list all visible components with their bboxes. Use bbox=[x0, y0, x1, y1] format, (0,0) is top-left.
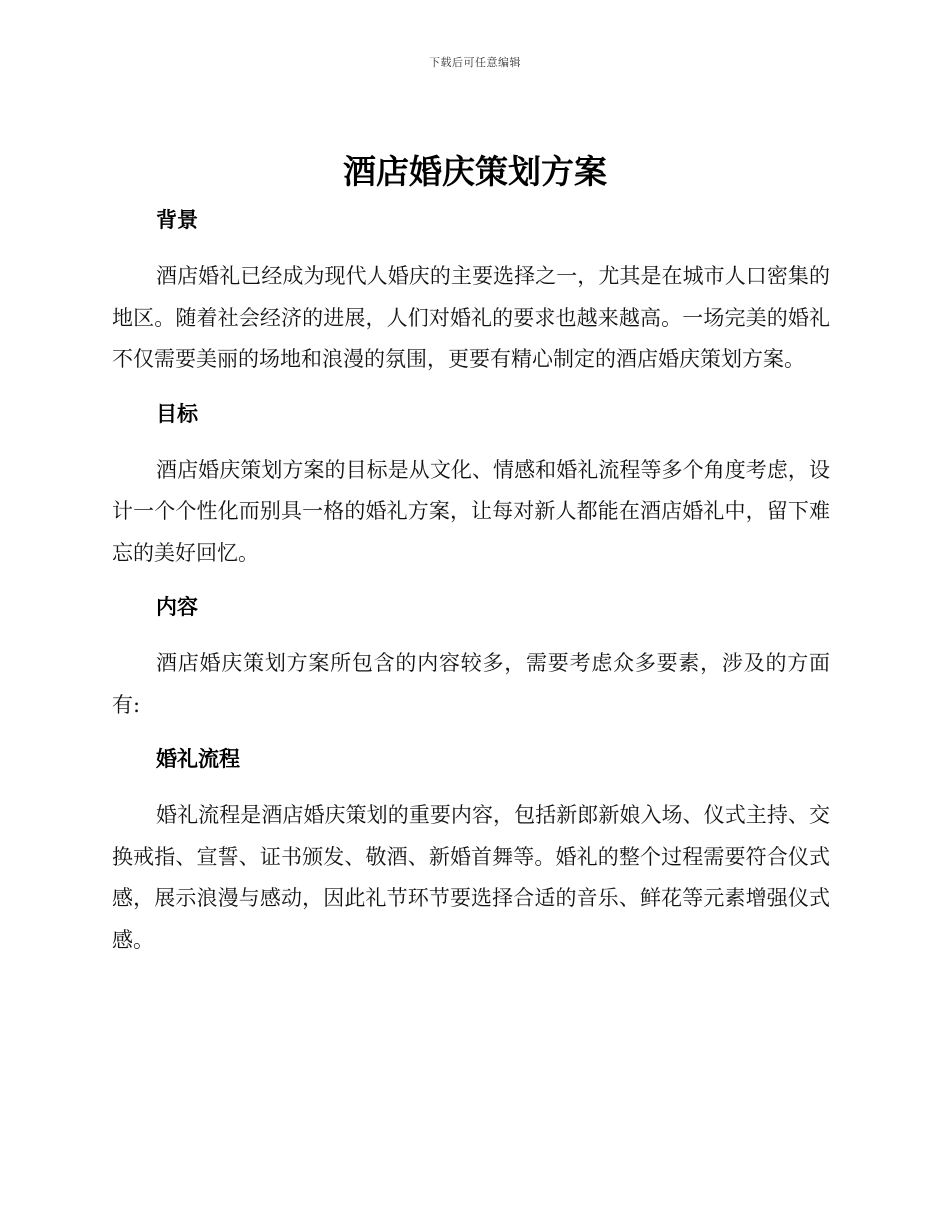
section-heading-background: 背景 bbox=[156, 208, 198, 232]
section-heading-goal: 目标 bbox=[156, 401, 198, 426]
section-heading-content: 内容 bbox=[156, 595, 198, 619]
section-goal bbox=[112, 394, 830, 575]
section-body-goal: 酒店婚庆策划方案的目标是从文化、情感和婚礼流程等多个角度考虑，设计一个个性化而别具一格的婚礼方案，让每对新人都能在酒店婚礼中，留下难忘的美好回忆。 bbox=[112, 457, 830, 565]
section-body-content: 酒店婚庆策划方案所包含的内容较多，需要考虑众多要素，涉及的方面有: bbox=[112, 651, 830, 717]
section-wedding-process bbox=[112, 739, 830, 961]
section-background bbox=[112, 200, 830, 381]
section-body-background: 酒店婚礼已经成为现代人婚庆的主要选择之一，尤其是在城市人口密集的地区。随着社会经济的进展，人们对婚礼的要求也越来越高。一场完美的婚礼不仅需要美丽的场地和浪漫的氛围，更要有精心制定的酒店婚庆策划方案。 bbox=[112, 264, 830, 371]
page-title: 酒店婚庆策划方案 bbox=[343, 152, 607, 191]
section-content bbox=[112, 587, 830, 726]
section-heading-wedding-process: 婚礼流程 bbox=[156, 747, 240, 771]
document-body bbox=[112, 200, 830, 974]
header-note: 下载后可任意编辑 bbox=[429, 56, 521, 69]
section-body-wedding-process: 婚礼流程是酒店婚庆策划的重要内容，包括新郎新娘入场、仪式主持、交换戒指、宣誓、证书颁发、敬酒、新婚首舞等。婚礼的整个过程需要符合仪式感，展示浪漫与感动，因此礼节环节要选择合适的音乐、鲜花等元素增强仪式感。 bbox=[112, 803, 830, 952]
